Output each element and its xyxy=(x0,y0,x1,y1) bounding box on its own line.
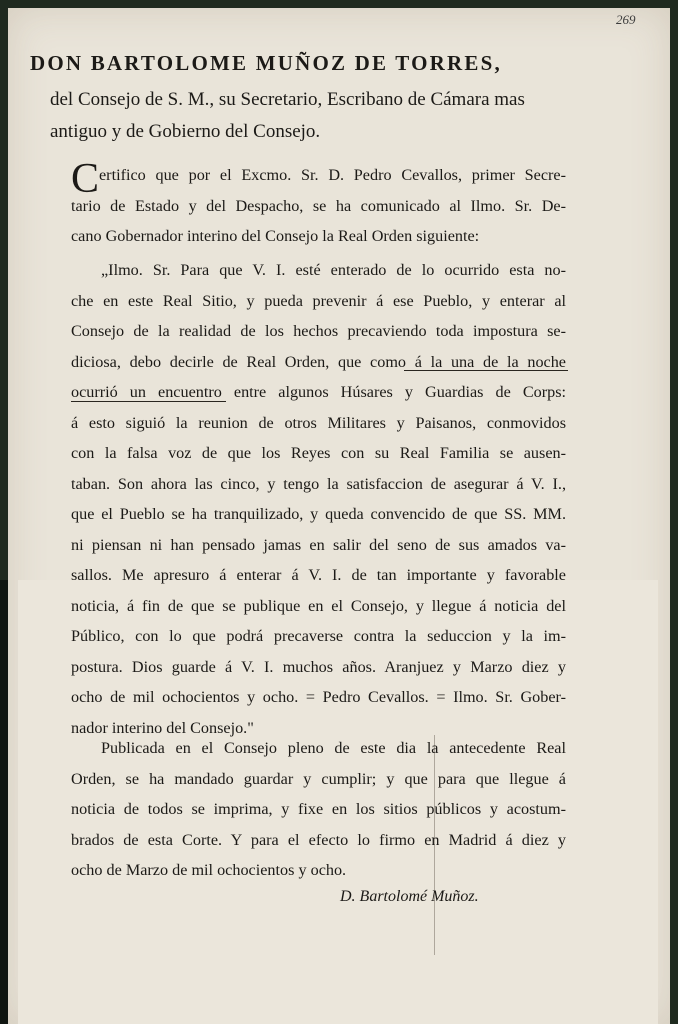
order-line: ni piensan ni han pensado jamas en salir del seno de sus amados va- xyxy=(71,535,566,554)
certification-paragraph xyxy=(71,156,566,252)
publication-line: Orden, se ha mandado guardar y cumplir; y que para que llegue á xyxy=(71,769,566,788)
role-line: antiguo y de Gobierno del Consejo. xyxy=(50,121,321,142)
author-role xyxy=(50,84,590,148)
role-line: del Consejo de S. M., su Secretario, Escribano de Cámara mas xyxy=(50,89,525,110)
order-line: sallos. Me apresuro á enterar á V. I. de tan importante y favorable xyxy=(71,566,566,584)
order-line: Público, con lo que podrá precaverse contra la seduccion y la im- xyxy=(71,627,566,645)
order-line: á esto siguió la reunion de otros Militares y Paisanos, conmovidos xyxy=(71,413,566,432)
publication-line: Publicada en el Consejo pleno de este dia la antecedente Real xyxy=(101,739,566,757)
order-line: ocurrió un encuentro entre algunos Húsares y Guardias de Corps: xyxy=(71,383,566,401)
folio-number: 269 xyxy=(616,12,636,27)
publication-paragraph xyxy=(71,733,566,886)
certify-line: tario de Estado y del Despacho, se ha comunicado al Ilmo. Sr. De- xyxy=(71,196,566,215)
order-line: ocho de mil ochocientos y ocho. = Pedro Cevallos. = Ilmo. Sr. Gober- xyxy=(71,688,566,706)
order-line: che en este Real Sitio, y pueda prevenir á ese Pueblo, y enterar al xyxy=(71,291,566,310)
order-line: nador interino del Consejo." xyxy=(71,718,254,737)
certify-line: ertifico que por el Excmo. Sr. D. Pedro Cevallos, primer Secre- xyxy=(99,166,566,184)
certify-line: cano Gobernador interino del Consejo la Real Orden siguiente: xyxy=(71,227,480,245)
order-line: postura. Dios guarde á V. I. muchos años. Aranjuez y Marzo diez y xyxy=(71,657,566,676)
drop-cap: C xyxy=(71,156,100,202)
order-line: Consejo de la realidad de los hechos precaviendo toda impostura se- xyxy=(71,322,566,340)
order-line: „Ilmo. Sr. Para que V. I. esté enterado de lo ocurrido esta no- xyxy=(101,261,566,279)
royal-order-paragraph xyxy=(71,255,566,743)
order-line: noticia, á fin de que se publique en el Consejo, y llegue á noticia del xyxy=(71,596,566,615)
handwritten-underline xyxy=(71,401,226,402)
signature: D. Bartolomé Muñoz. xyxy=(340,888,479,905)
order-line: que el Pueblo se ha tranquilizado, y queda convencido de que SS. MM. xyxy=(71,505,566,523)
publication-line: noticia de todos se imprima, y fixe en los sitios públicos y acostum- xyxy=(71,800,566,818)
order-line: con la falsa voz de que los Reyes con su Real Familia se ausen- xyxy=(71,444,566,462)
handwritten-underline xyxy=(404,370,568,371)
order-line: taban. Son ahora las cinco, y tengo la satisfaccion de asegurar á V. I., xyxy=(71,474,566,493)
publication-line: brados de esta Corte. Y para el efecto lo firmo en Madrid á diez y xyxy=(71,830,566,849)
document-heading: DON BARTOLOME MUÑOZ DE TORRES, xyxy=(30,51,502,75)
order-line: diciosa, debo decirle de Real Orden, que como á la una de la noche xyxy=(71,352,566,371)
publication-line: ocho de Marzo de mil ochocientos y ocho. xyxy=(71,861,347,879)
